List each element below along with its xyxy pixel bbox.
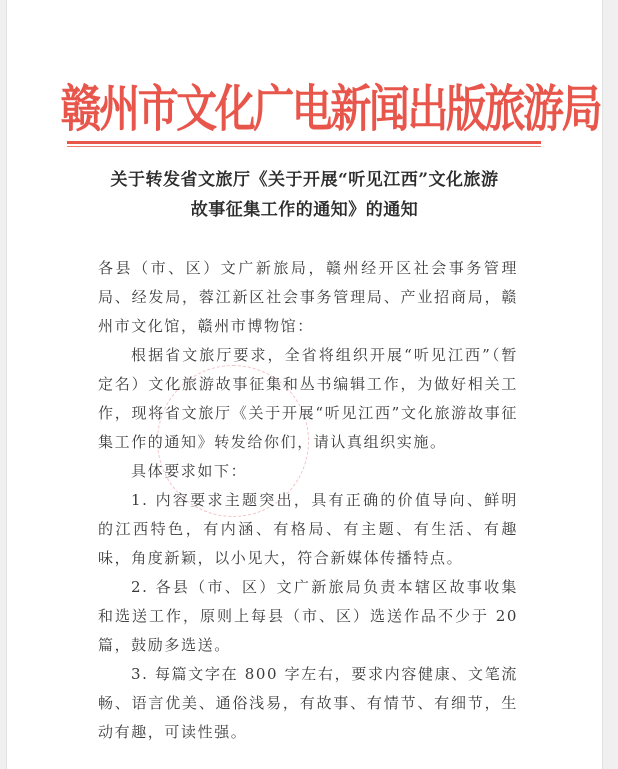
document-body bbox=[98, 254, 518, 747]
paragraph-requirement-3: 3. 每篇文字在 800 字左右，要求内容健康、文笔流畅、语言优美、通俗浅易，有故事、有情节、有细节，生动有趣，可读性强。 bbox=[98, 665, 518, 741]
paragraph-intro: 根据省文旅厅要求，全省将组织开展“听见江西”（暂定名）文化旅游故事征集和丛书编辑工作，为做好相关工作，现将省文旅厅《关于开展“听见江西”文化旅游故事征集工作的通知》转发给你们，请认真组织实施。 bbox=[98, 346, 518, 451]
paragraph-requirements-heading: 具体要求如下： bbox=[131, 462, 248, 480]
document-page bbox=[6, 0, 603, 769]
letterhead-double-rule bbox=[67, 141, 541, 147]
paragraph-requirement-2: 2. 各县（市、区）文广新旅局负责本辖区故事收集和选送工作，原则上每县（市、区）选送作品不少于 20 篇，鼓励多选送。 bbox=[98, 578, 518, 654]
letterhead-organization: 赣州市文化广电新闻出版旅游局 bbox=[60, 79, 601, 138]
recipients: 各县（市、区）文广新旅局，赣州经开区社会事务管理局、经发局，蓉江新区社会事务管理局、产业招商局，赣州市文化馆，赣州市博物馆： bbox=[98, 259, 518, 335]
document-title bbox=[7, 165, 602, 225]
rule-thin-line bbox=[67, 146, 541, 147]
title-line-2: 故事征集工作的通知》的通知 bbox=[190, 200, 419, 220]
paragraph-requirement-1: 1. 内容要求主题突出，具有正确的价值导向、鲜明的江西特色，有内涵、有格局、有主题、有生活、有趣味，角度新颖，以小见大，符合新媒体传播特点。 bbox=[98, 491, 518, 567]
rule-thick-line bbox=[67, 141, 541, 144]
title-line-1: 关于转发省文旅厅《关于开展“听见江西”文化旅游 bbox=[110, 170, 499, 190]
